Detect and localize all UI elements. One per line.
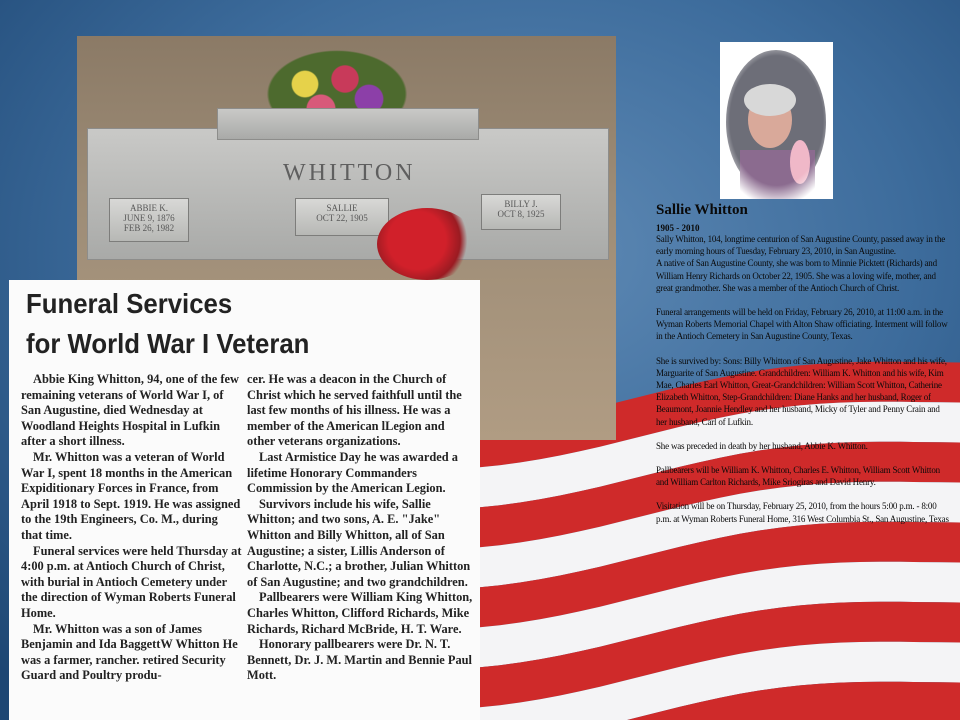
obituary-paragraph: She was preceded in death by her husband, Abbie K. Whitton. [656,440,868,451]
obituary-text [656,202,952,525]
portrait-photo [720,42,833,199]
obituary-paragraph: A native of San Augustine County, she was born to Minnie Picktett (Richards) and William Henry Richards on October 22, 1905. She was a loving wife, mother, and great grandmother. She was a member of the Antioch Church of Christ. [656,258,937,293]
newspaper-clipping [9,280,480,720]
obituary-name: Sallie Whitton [656,202,748,218]
obituary-paragraph: She is survived by: Sons: Billy Whitton of San Augustine, Jake Whitton and his wife, Marguarite of San Augustine. Grandchildren: William K. Whitton and his wife, Kim Mae, Charles Earl Whitton, Great-Grandchildren: William Scott Whitton, Catherine Elizabeth Whitton, Step-Grandchildren: Diane Hanks and her husband, Roger of Beaumont, Joannie Hendley and her husband, Micky of Tyler and Penny Crain and her husband, Carl of Lufkin. [656,355,947,427]
clipping-column-left [21,372,242,684]
plaque-sallie: SALLIE OCT 22, 1905 [295,198,389,236]
plaque-billy: BILLY J. OCT 8, 1925 [481,194,561,230]
clipping-paragraph: Mr. Whitton was a son of James Benjamin and Ida BaggettW Whitton He was a farmer, rancher. retired Security Guard and Poultry produ- [21,621,238,683]
clipping-paragraph: Funeral services were held Thursday at 4:00 p.m. at Antioch Church of Christ, with burial in Antioch Cemetery under the direction of Wyman Roberts Funeral Home. [21,543,242,620]
clipping-paragraph: Survivors include his wife, Sallie Whitton; and two sons, A. E. "Jake" Whitton and Billy Whitton, all of San Augustine; a sister, Lillis Anderson of Charlotte, N.C.; a brother, Julian Whitton of San Augustine; and two grandchildren. [247,496,471,589]
obituary-paragraph: Funeral arrangements will be held on Friday, February 26, 2010, at 11:00 a.m. in the Wyman Roberts Memorial Chapel with Alton Shaw officiating. Interment will follow in the Antioch Cemetery in San Augustine County, Texas. [656,307,948,342]
clipping-headline: Funeral Services for World War I Veteran [26,288,310,359]
clipping-paragraph: Last Armistice Day he was awarded a lifetime Honorary Commanders Commission by the American Legion. [247,449,458,496]
obituary-dates: 1905 - 2010 [656,223,700,233]
clipping-paragraph: Pallbearers were William King Whitton, Charles Whitton, Clifford Richards, Mike Richards, Richard McBride, H. T. Ware. [247,590,473,636]
headstone-top [217,108,479,140]
portrait-image [720,42,833,199]
clipping-paragraph: Honorary pallbearers were Dr. N. T. Bennett, Dr. J. M. Martin and Bennie Paul Mott. [247,637,472,683]
clipping-column-right [247,372,473,684]
headstone-family-name: WHITTON [283,160,416,186]
clipping-paragraph: Abbie King Whitton, 94, one of the few remaining veterans of World War I, of San Augustine, died Wednesday at Woodland Heights Hospital in Lufkin after a short illness. [21,372,239,449]
plaque-abbie: ABBIE K. JUNE 9, 1876 FEB 26, 1982 [109,198,189,242]
clipping-paragraph: Mr. Whitton was a veteran of World War I, spent 18 months in the American Expiditionary Forces in France, from April 1918 to Sept. 1919. He was assigned to the 19th Engineers, Co. M., during that time. [21,449,241,542]
obituary-paragraph: Pallbearers will be William K. Whitton, Charles E. Whitton, William Scott Whitton and William Carlton Richards, Mike Sriogiras and David Henry. [656,465,940,488]
obituary-paragraph: Sally Whitton, 104, longtime centurion of San Augustine County, passed away in the early morning hours of Tuesday, February 23, 2010, in San Augustine. [656,234,946,257]
poinsettia-flowers [377,208,477,280]
clipping-paragraph: cer. He was a deacon in the Church of Christ which he served faithfull until the last few months of his illness. He was a member of the American lLegion and other veterans organizations. [247,372,462,449]
obituary-paragraph: Visitation will be on Thursday, February 25, 2010, from the hours 5:00 p.m. - 8:00 p.m. at Wyman Roberts Funeral Home, 316 West Columbia St., San Augustine, Texas [656,501,949,524]
